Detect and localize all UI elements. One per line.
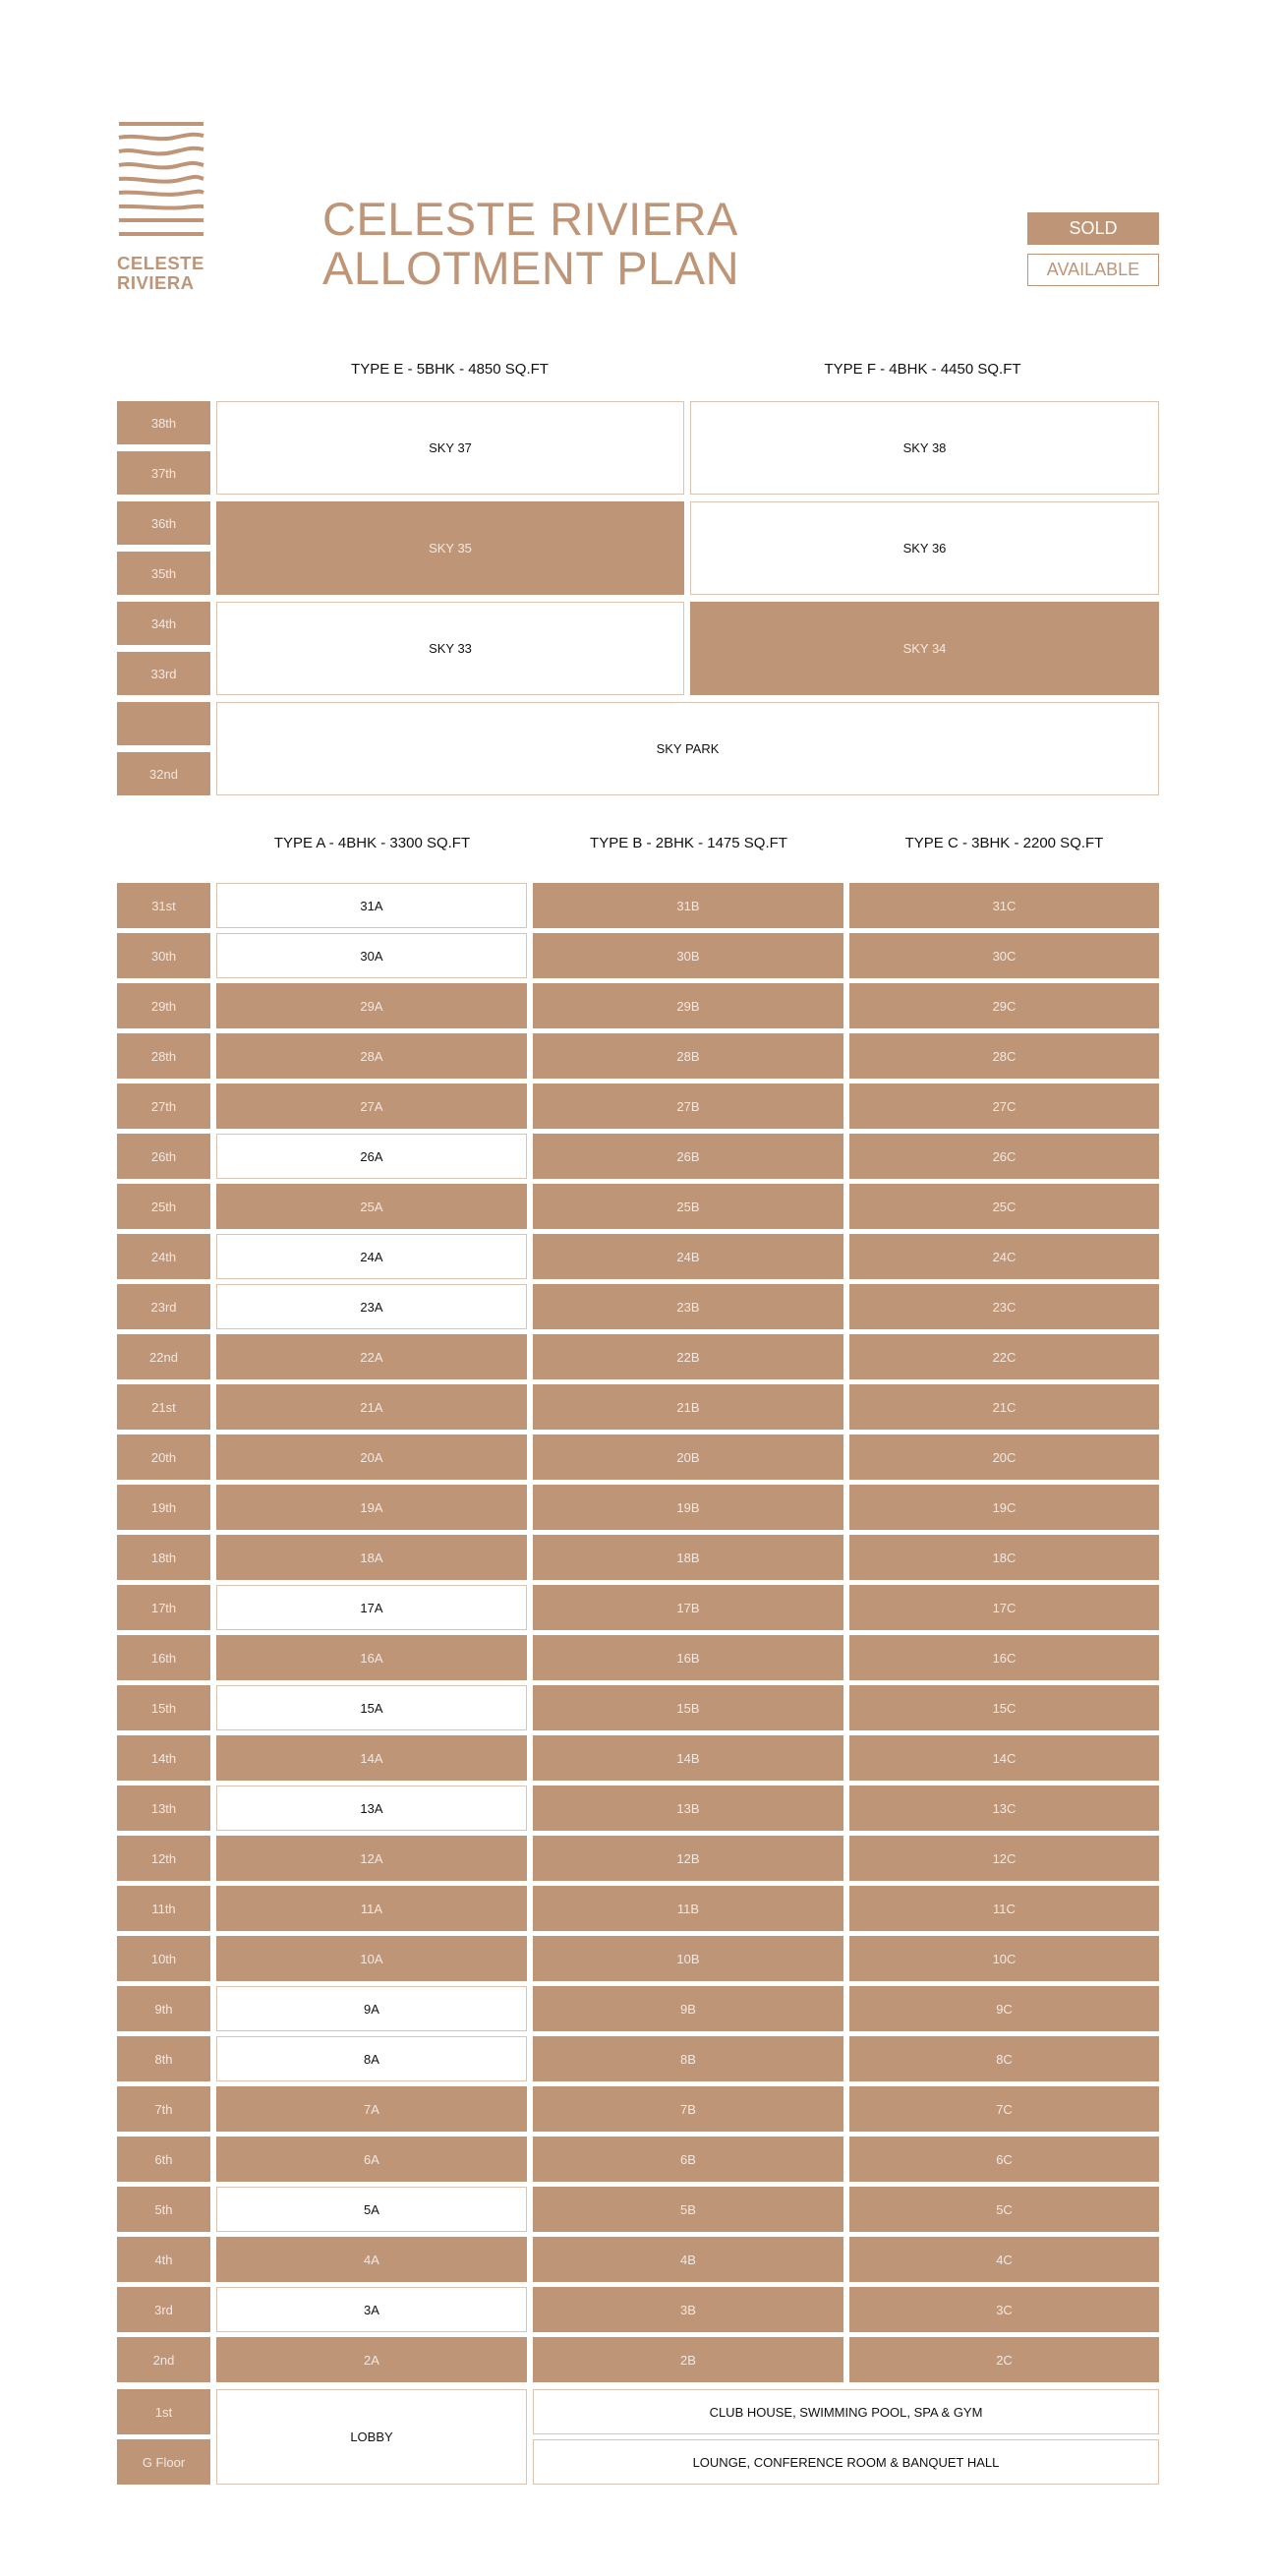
unit-b[interactable]: 2B (533, 2337, 843, 2382)
unit-b[interactable]: 27B (533, 1083, 843, 1129)
unit-b[interactable]: 22B (533, 1334, 843, 1379)
unit-c[interactable]: 25C (849, 1184, 1159, 1229)
unit-c[interactable]: 17C (849, 1585, 1159, 1630)
floor-label: 27th (117, 1083, 210, 1129)
unit-c[interactable]: 29C (849, 983, 1159, 1028)
floor-label: 30th (117, 933, 210, 978)
unit-c[interactable]: 10C (849, 1936, 1159, 1981)
unit-c[interactable]: 28C (849, 1033, 1159, 1079)
unit-b[interactable]: 14B (533, 1735, 843, 1781)
unit-a[interactable]: 3A (216, 2287, 527, 2332)
unit-b[interactable]: 12B (533, 1836, 843, 1881)
sky-unit[interactable]: SKY 34 (690, 602, 1159, 695)
unit-a[interactable]: 17A (216, 1585, 527, 1630)
floor-label: 15th (117, 1685, 210, 1730)
floor-label: 31st (117, 883, 210, 928)
unit-a[interactable]: 6A (216, 2137, 527, 2182)
unit-a[interactable]: 26A (216, 1134, 527, 1179)
unit-a[interactable]: 19A (216, 1485, 527, 1530)
floor-label: 35th (117, 552, 210, 595)
floor-label: 11th (117, 1886, 210, 1931)
unit-c[interactable]: 16C (849, 1635, 1159, 1680)
lounge: LOUNGE, CONFERENCE ROOM & BANQUET HALL (533, 2439, 1159, 2485)
unit-b[interactable]: 15B (533, 1685, 843, 1730)
unit-a[interactable]: 8A (216, 2036, 527, 2081)
floor-label: 12th (117, 1836, 210, 1881)
floor-label: 33rd (117, 652, 210, 695)
floor-label: 14th (117, 1735, 210, 1781)
unit-b[interactable]: 13B (533, 1786, 843, 1831)
floor-label: 23rd (117, 1284, 210, 1329)
unit-a[interactable]: 9A (216, 1986, 527, 2031)
sky-park: SKY PARK (216, 702, 1159, 795)
unit-c[interactable]: 9C (849, 1986, 1159, 2031)
unit-b[interactable]: 11B (533, 1886, 843, 1931)
unit-a[interactable]: 25A (216, 1184, 527, 1229)
unit-c[interactable]: 20C (849, 1434, 1159, 1480)
unit-c[interactable]: 23C (849, 1284, 1159, 1329)
unit-b[interactable]: 20B (533, 1434, 843, 1480)
type-a-header: TYPE A - 4BHK - 3300 SQ.FT (273, 835, 471, 851)
unit-a[interactable]: 20A (216, 1434, 527, 1480)
title-line1: CELESTE RIVIERA (322, 193, 738, 245)
unit-b[interactable]: 23B (533, 1284, 843, 1329)
unit-c[interactable]: 7C (849, 2086, 1159, 2132)
unit-b[interactable]: 4B (533, 2237, 843, 2282)
floor-label: 38th (117, 401, 210, 444)
floor-label: 5th (117, 2187, 210, 2232)
unit-c[interactable]: 12C (849, 1836, 1159, 1881)
unit-a[interactable]: 11A (216, 1886, 527, 1931)
unit-a[interactable]: 21A (216, 1384, 527, 1430)
unit-c[interactable]: 24C (849, 1234, 1159, 1279)
unit-c[interactable]: 2C (849, 2337, 1159, 2382)
unit-b[interactable]: 30B (533, 933, 843, 978)
floor-label: G Floor (117, 2439, 210, 2485)
unit-b[interactable]: 19B (533, 1485, 843, 1530)
floor-label: 25th (117, 1184, 210, 1229)
sky-unit[interactable]: SKY 37 (216, 401, 684, 495)
sky-unit[interactable]: SKY 33 (216, 602, 684, 695)
unit-b[interactable]: 16B (533, 1635, 843, 1680)
floor-label: 13th (117, 1786, 210, 1831)
unit-b[interactable]: 24B (533, 1234, 843, 1279)
page-title (322, 195, 739, 293)
floor-label: 29th (117, 983, 210, 1028)
unit-b[interactable]: 26B (533, 1134, 843, 1179)
floor-label: 2nd (117, 2337, 210, 2382)
unit-a[interactable]: 2A (216, 2337, 527, 2382)
unit-c[interactable]: 4C (849, 2237, 1159, 2282)
unit-c[interactable]: 8C (849, 2036, 1159, 2081)
type-f-header: TYPE F - 4BHK - 4450 SQ.FT (824, 361, 1021, 378)
unit-b[interactable]: 17B (533, 1585, 843, 1630)
floor-label: 24th (117, 1234, 210, 1279)
unit-c[interactable]: 30C (849, 933, 1159, 978)
unit-a[interactable]: 7A (216, 2086, 527, 2132)
floor-label: 4th (117, 2237, 210, 2282)
unit-c[interactable]: 19C (849, 1485, 1159, 1530)
floor-label: 17th (117, 1585, 210, 1630)
floor-label: 10th (117, 1936, 210, 1981)
unit-a[interactable]: 27A (216, 1083, 527, 1129)
brand-logo (117, 120, 205, 293)
unit-a[interactable]: 4A (216, 2237, 527, 2282)
type-c-header: TYPE C - 3BHK - 2200 SQ.FT (904, 835, 1104, 851)
unit-b[interactable]: 10B (533, 1936, 843, 1981)
brand-name-line1: CELESTE (117, 253, 204, 273)
club-house: CLUB HOUSE, SWIMMING POOL, SPA & GYM (533, 2389, 1159, 2434)
unit-b[interactable]: 9B (533, 1986, 843, 2031)
unit-c[interactable]: 13C (849, 1786, 1159, 1831)
floor-label: 7th (117, 2086, 210, 2132)
floor-label (117, 702, 210, 745)
floor-label: 16th (117, 1635, 210, 1680)
unit-a[interactable]: 24A (216, 1234, 527, 1279)
unit-a[interactable]: 15A (216, 1685, 527, 1730)
unit-b[interactable]: 7B (533, 2086, 843, 2132)
unit-a[interactable]: 29A (216, 983, 527, 1028)
type-b-header: TYPE B - 2BHK - 1475 SQ.FT (590, 835, 787, 851)
sky-unit[interactable]: SKY 38 (690, 401, 1159, 495)
floor-label: 6th (117, 2137, 210, 2182)
unit-a[interactable]: 14A (216, 1735, 527, 1781)
unit-c[interactable]: 18C (849, 1535, 1159, 1580)
unit-a[interactable]: 22A (216, 1334, 527, 1379)
unit-a[interactable]: 30A (216, 933, 527, 978)
unit-a[interactable]: 31A (216, 883, 527, 928)
floor-label: 9th (117, 1986, 210, 2031)
unit-b[interactable]: 21B (533, 1384, 843, 1430)
unit-c[interactable]: 26C (849, 1134, 1159, 1179)
unit-b[interactable]: 18B (533, 1535, 843, 1580)
unit-a[interactable]: 16A (216, 1635, 527, 1680)
floor-label: 18th (117, 1535, 210, 1580)
floor-label: 19th (117, 1485, 210, 1530)
unit-c[interactable]: 31C (849, 883, 1159, 928)
unit-b[interactable]: 28B (533, 1033, 843, 1079)
unit-a[interactable]: 10A (216, 1936, 527, 1981)
floor-label: 1st (117, 2389, 210, 2434)
unit-c[interactable]: 11C (849, 1886, 1159, 1931)
unit-c[interactable]: 22C (849, 1334, 1159, 1379)
unit-b[interactable]: 29B (533, 983, 843, 1028)
unit-a[interactable]: 13A (216, 1786, 527, 1831)
unit-c[interactable]: 3C (849, 2287, 1159, 2332)
unit-c[interactable]: 21C (849, 1384, 1159, 1430)
unit-a[interactable]: 12A (216, 1836, 527, 1881)
unit-b[interactable]: 6B (533, 2137, 843, 2182)
floor-label: 36th (117, 501, 210, 545)
unit-b[interactable]: 3B (533, 2287, 843, 2332)
wave-lines-icon (117, 120, 205, 248)
unit-c[interactable]: 6C (849, 2137, 1159, 2182)
floor-label: 21st (117, 1384, 210, 1430)
legend-sold: SOLD (1027, 212, 1159, 245)
unit-a[interactable]: 23A (216, 1284, 527, 1329)
legend-available: AVAILABLE (1027, 254, 1159, 286)
floor-label: 32nd (117, 752, 210, 795)
unit-b[interactable]: 8B (533, 2036, 843, 2081)
unit-a[interactable]: 5A (216, 2187, 527, 2232)
floor-label: 26th (117, 1134, 210, 1179)
floor-label: 34th (117, 602, 210, 645)
unit-b[interactable]: 25B (533, 1184, 843, 1229)
floor-label: 37th (117, 451, 210, 495)
unit-c[interactable]: 5C (849, 2187, 1159, 2232)
lobby: LOBBY (216, 2389, 527, 2485)
type-e-header: TYPE E - 5BHK - 4850 SQ.FT (351, 361, 549, 378)
floor-label: 3rd (117, 2287, 210, 2332)
unit-c[interactable]: 27C (849, 1083, 1159, 1129)
unit-a[interactable]: 18A (216, 1535, 527, 1580)
unit-c[interactable]: 14C (849, 1735, 1159, 1781)
unit-b[interactable]: 5B (533, 2187, 843, 2232)
unit-a[interactable]: 28A (216, 1033, 527, 1079)
floor-label: 8th (117, 2036, 210, 2081)
sky-unit[interactable]: SKY 35 (216, 501, 684, 595)
unit-c[interactable]: 15C (849, 1685, 1159, 1730)
brand-name-line2: RIVIERA (117, 272, 195, 293)
floor-label: 22nd (117, 1334, 210, 1379)
unit-b[interactable]: 31B (533, 883, 843, 928)
sky-unit[interactable]: SKY 36 (690, 501, 1159, 595)
floor-label: 28th (117, 1033, 210, 1079)
floor-label: 20th (117, 1434, 210, 1480)
title-line2: ALLOTMENT PLAN (322, 242, 740, 294)
